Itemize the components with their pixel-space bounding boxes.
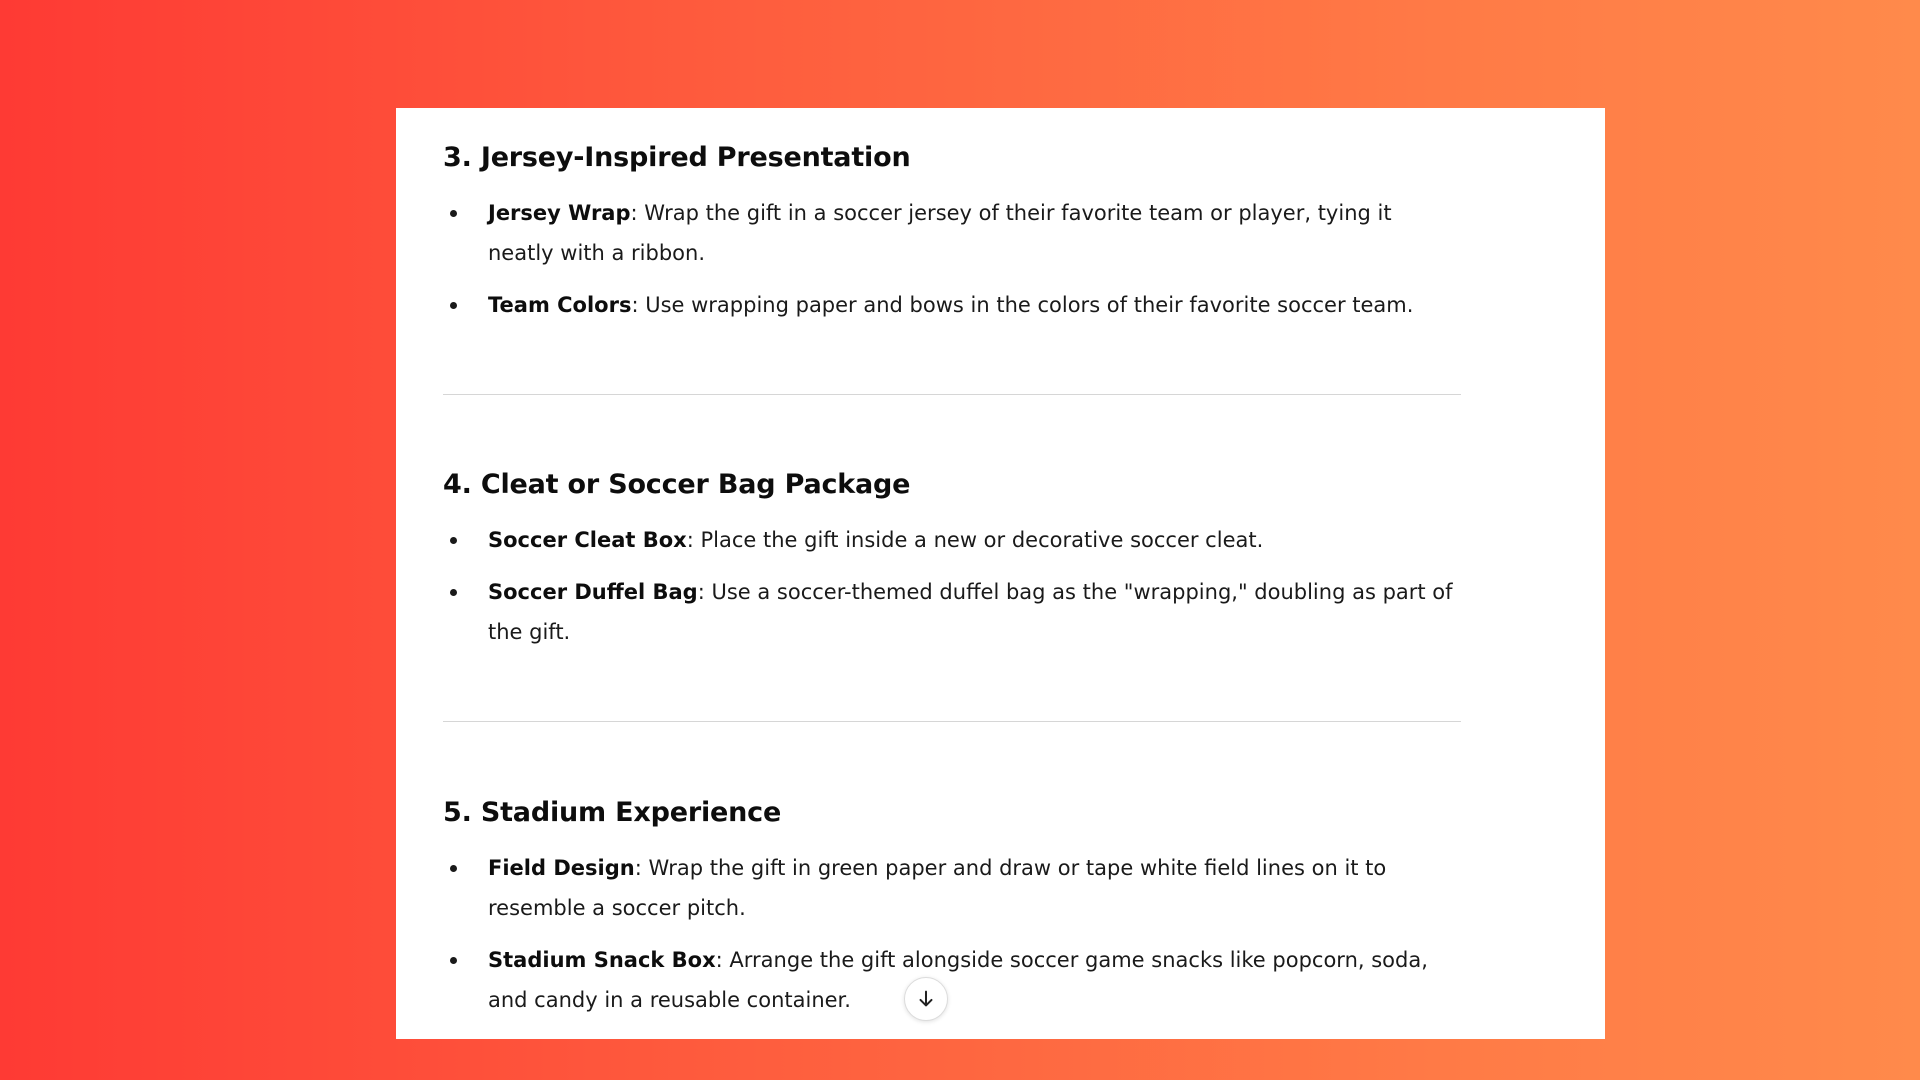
item-text: : Place the gift inside a new or decorative soccer cleat. (686, 528, 1264, 552)
list-item (443, 285, 1461, 325)
item-term: Stadium Snack Box (488, 948, 716, 972)
item-term: Field Design (488, 856, 635, 880)
section-title-cleat: 4. Cleat or Soccer Bag Package (443, 469, 911, 500)
section-title-stadium: 5. Stadium Experience (443, 797, 782, 828)
section-divider (443, 394, 1461, 395)
section-list-cleat (443, 520, 1461, 664)
item-text: : Wrap the gift in a soccer jersey of their favorite team or player, tying it neatly with a ribbon. (488, 201, 1392, 265)
list-item (443, 193, 1461, 273)
section-divider (443, 721, 1461, 722)
arrow-down-icon (915, 988, 937, 1010)
section-list-jersey (443, 193, 1461, 337)
list-item (443, 520, 1461, 560)
scroll-to-bottom-button[interactable] (904, 977, 948, 1021)
item-text: : Arrange the gift alongside soccer game snacks like popcorn, soda, and candy in a reusable container. (488, 948, 1428, 1012)
list-item (443, 940, 1461, 1020)
item-text: : Use wrapping paper and bows in the colors of their favorite soccer team. (631, 293, 1414, 317)
item-term: Soccer Duffel Bag (488, 580, 698, 604)
item-term: Jersey Wrap (488, 201, 631, 225)
item-text: : Use a soccer-themed duffel bag as the "wrapping," doubling as part of the gift. (488, 580, 1453, 644)
chat-response-panel (396, 108, 1605, 1039)
item-term: Team Colors (488, 293, 632, 317)
section-list-stadium (443, 848, 1461, 1032)
section-title-jersey: 3. Jersey-Inspired Presentation (443, 142, 911, 173)
item-term: Soccer Cleat Box (488, 528, 687, 552)
list-item (443, 572, 1461, 652)
item-text: : Wrap the gift in green paper and draw or tape white field lines on it to resemble a soccer pitch. (488, 856, 1387, 920)
list-item (443, 848, 1461, 928)
